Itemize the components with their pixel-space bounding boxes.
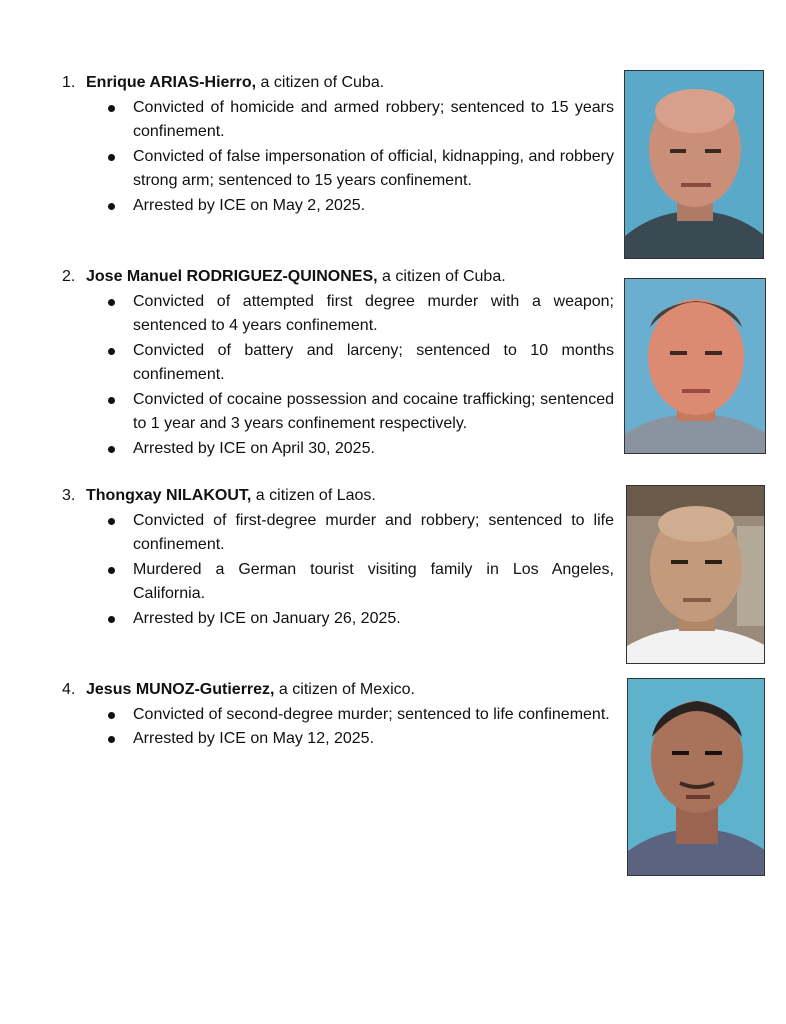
bullet-list [62, 96, 614, 219]
bullet-item: Convicted of homicide and armed robbery; sentenced to 15 years confinement. [133, 96, 614, 145]
person-photo-icon [625, 279, 766, 454]
entry-number: 4. [62, 681, 76, 698]
entry-header [62, 678, 614, 703]
entry-citizenship: a citizen of Mexico. [274, 681, 415, 698]
bullet-item: Convicted of first-degree murder and robbery; sentenced to life confinement. [133, 509, 614, 558]
mugshot-photo-3 [626, 485, 765, 664]
mugshot-photo-4 [627, 678, 765, 876]
bullet-item: Arrested by ICE on May 12, 2025. [133, 727, 614, 752]
entry-name: Jesus MUNOZ-Gutierrez, [86, 681, 275, 698]
entry-3-text [62, 484, 614, 631]
person-photo-icon [627, 486, 765, 664]
entry-header [62, 265, 614, 290]
bullet-list [62, 290, 614, 462]
entry-header [62, 71, 614, 96]
entry-4-text [62, 678, 614, 752]
bullet-item: Arrested by ICE on January 26, 2025. [133, 607, 614, 632]
bullet-list [62, 703, 614, 752]
bullet-item: Arrested by ICE on May 2, 2025. [133, 194, 614, 219]
bullet-item: Murdered a German tourist visiting family in Los Angeles, California. [133, 558, 614, 607]
person-photo-icon [628, 679, 765, 876]
person-photo-icon [625, 71, 764, 259]
entry-2-text [62, 265, 614, 461]
bullet-item: Arrested by ICE on April 30, 2025. [133, 437, 614, 462]
bullet-item: Convicted of attempted first degree murder with a weapon; sentenced to 4 years confinement. [133, 290, 614, 339]
bullet-list [62, 509, 614, 632]
bullet-item: Convicted of second-degree murder; sentenced to life confinement. [133, 703, 614, 728]
bullet-item: Convicted of cocaine possession and cocaine trafficking; sentenced to 1 year and 3 years confinement respectively. [133, 388, 614, 437]
mugshot-photo-1 [624, 70, 764, 259]
entry-name: Jose Manuel RODRIGUEZ-QUINONES, [86, 268, 378, 285]
entry-number: 3. [62, 487, 76, 504]
entry-citizenship: a citizen of Cuba. [377, 268, 506, 285]
mugshot-photo-2 [624, 278, 766, 454]
entry-number: 2. [62, 268, 76, 285]
entry-header [62, 484, 614, 509]
bullet-item: Convicted of battery and larceny; sentenced to 10 months confinement. [133, 339, 614, 388]
entry-name: Enrique ARIAS-Hierro, [86, 74, 257, 91]
entry-1-text [62, 71, 614, 218]
entry-citizenship: a citizen of Cuba. [256, 74, 385, 91]
entry-citizenship: a citizen of Laos. [251, 487, 376, 504]
bullet-item: Convicted of false impersonation of official, kidnapping, and robbery strong arm; sentenced to 15 years confinement. [133, 145, 614, 194]
entry-number: 1. [62, 74, 76, 91]
entry-name: Thongxay NILAKOUT, [86, 487, 252, 504]
